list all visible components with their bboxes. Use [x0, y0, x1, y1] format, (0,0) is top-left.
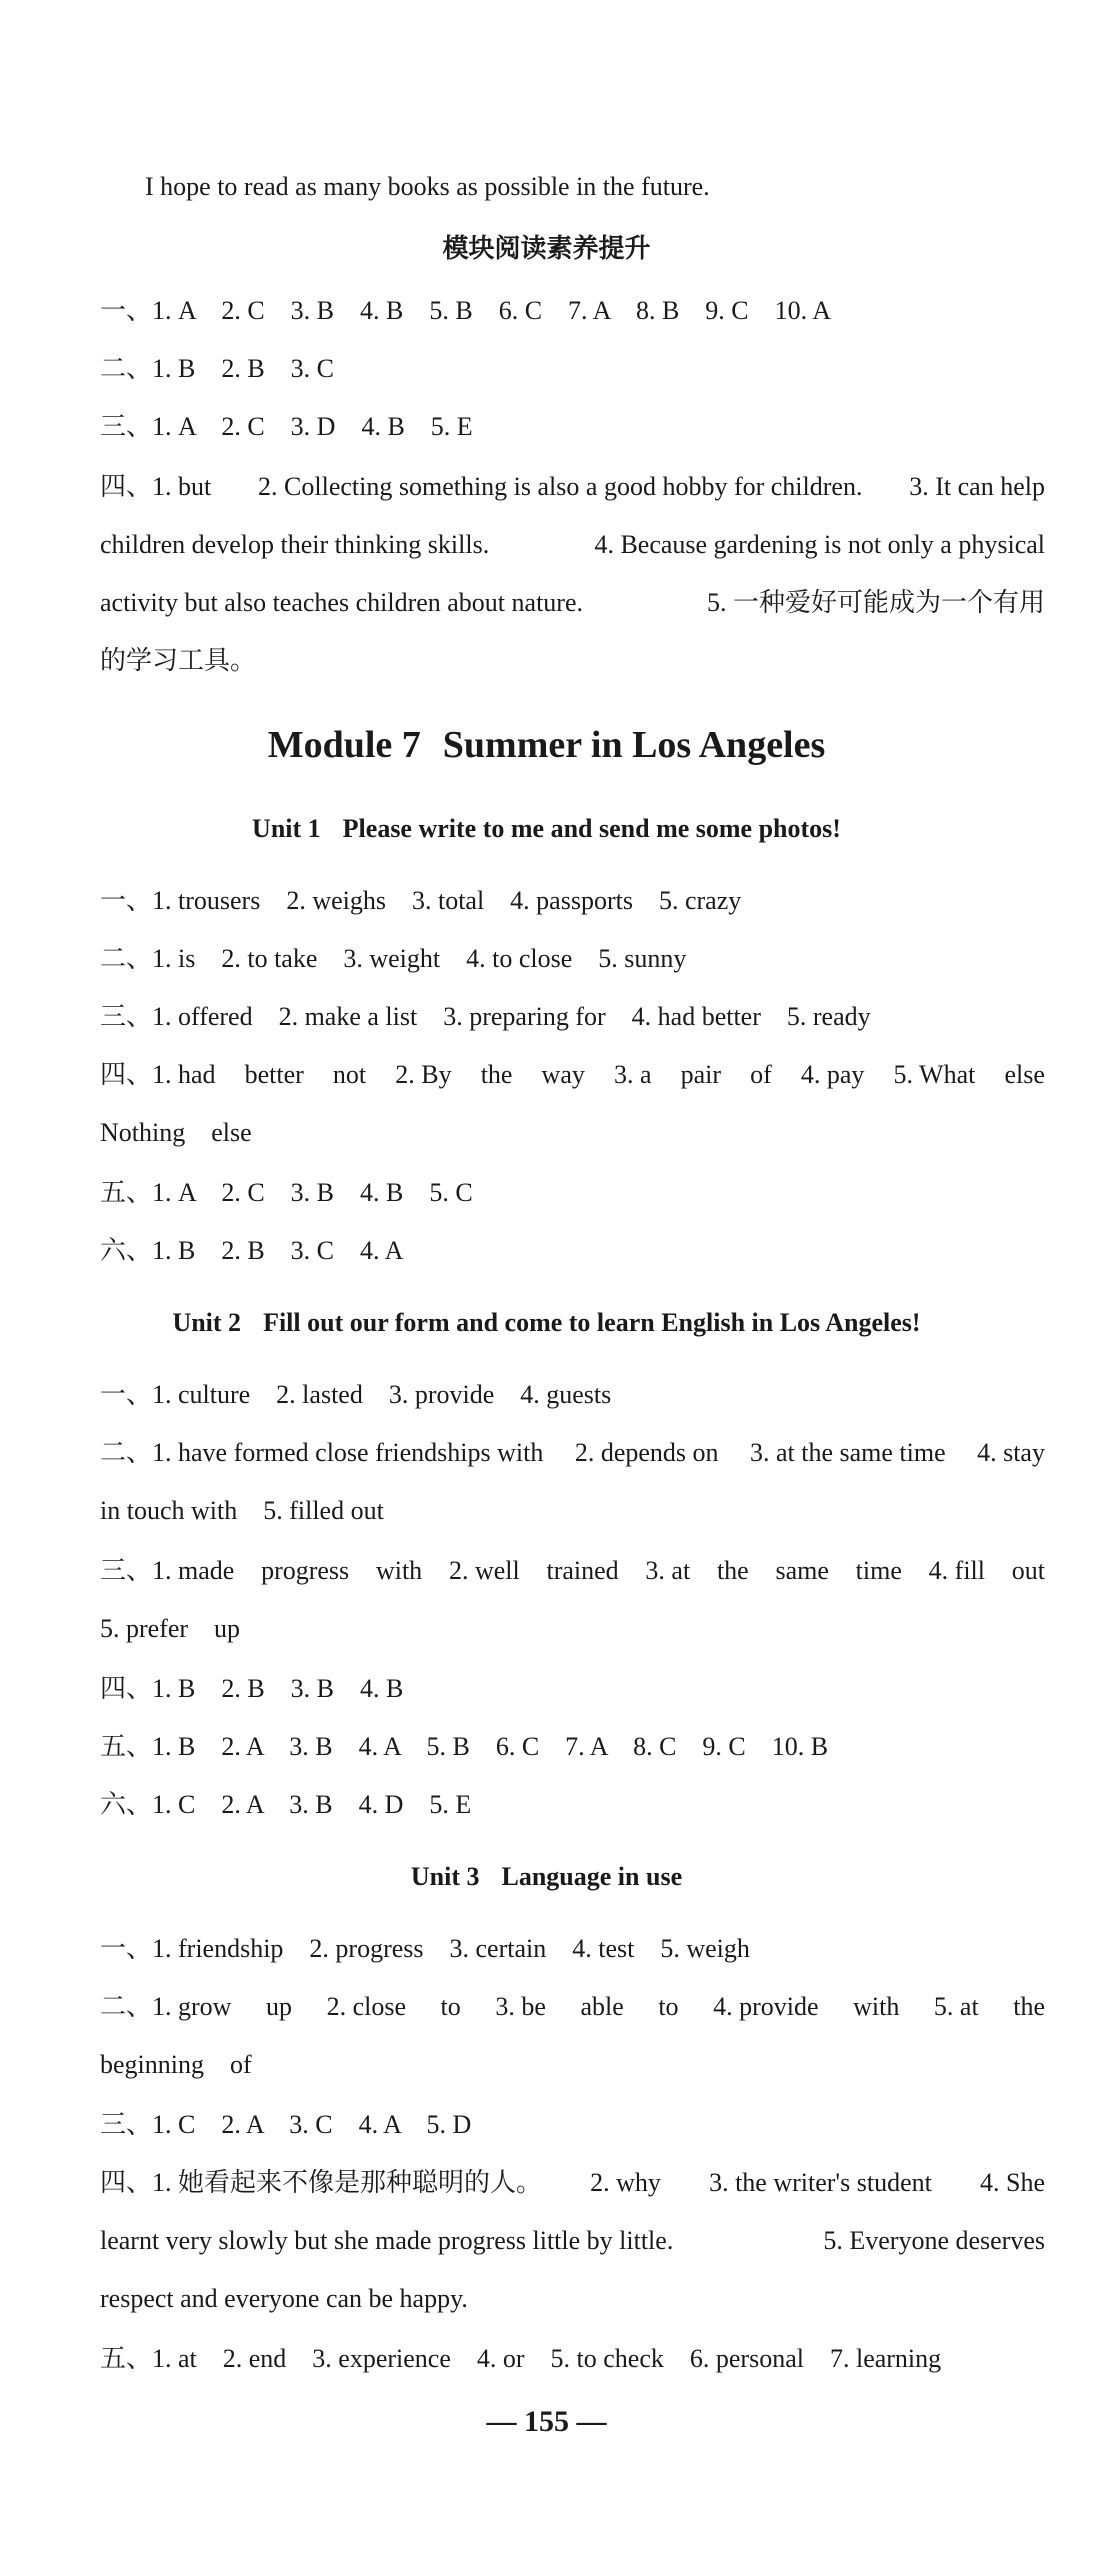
intro-line: I hope to read as many books as possible in the future.	[145, 172, 710, 201]
unit3-answer-3: 三、1. C 2. A 3. C 4. A 5. D	[100, 2110, 472, 2139]
unit1-title: Unit 1 Please write to me and send me some photos!	[252, 814, 841, 843]
unit2-answer-1: 一、1. culture 2. lasted 3. provide 4. guests	[100, 1380, 612, 1409]
unit3-answer-4-line1: 四、1. 她看起来不像是那种聪明的人。 2. why 3. the writer's student 4. She	[100, 2168, 1045, 2197]
page-number: — 155 —	[486, 2405, 607, 2438]
unit2-answer-5: 五、1. B 2. A 3. B 4. A 5. B 6. C 7. A 8. C 9. C 10. B	[100, 1732, 829, 1761]
unit1-answer-4-line2: Nothing else	[100, 1118, 252, 1147]
unit1-answer-6: 六、1. B 2. B 3. C 4. A	[100, 1236, 404, 1265]
unit2-answer-6: 六、1. C 2. A 3. B 4. D 5. E	[100, 1790, 472, 1819]
reading-answer-3: 三、1. A 2. C 3. D 4. B 5. E	[100, 412, 473, 441]
unit2-answer-2-line2: in touch with 5. filled out	[100, 1496, 384, 1525]
unit3-answer-1: 一、1. friendship 2. progress 3. certain 4. test 5. weigh	[100, 1934, 750, 1963]
unit3-answer-2-line2: beginning of	[100, 2050, 252, 2079]
unit3-answer-4-line3: respect and everyone can be happy.	[100, 2284, 468, 2313]
unit1-answer-5: 五、1. A 2. C 3. B 4. B 5. C	[100, 1178, 473, 1207]
unit2-answer-3-line2: 5. prefer up	[100, 1614, 241, 1643]
unit1-answer-3: 三、1. offered 2. make a list 3. preparing for 4. had better 5. ready	[100, 1002, 871, 1031]
section-title-reading: 模块阅读素养提升	[442, 234, 651, 264]
unit2-answer-4: 四、1. B 2. B 3. B 4. B	[100, 1674, 404, 1703]
reading-answer-4-line1: 四、1. but 2. Collecting something is also a good hobby for children. 3. It can help	[100, 472, 1045, 501]
reading-answer-4-line2: children develop their thinking skills. 4. Because gardening is not only a physical	[100, 530, 1045, 559]
module-title: Module 7 Summer in Los Angeles	[267, 724, 826, 766]
reading-answer-4-line4: 的学习工具。	[100, 646, 257, 675]
unit3-answer-4-line2: learnt very slowly but she made progress little by little. 5. Everyone deserves	[100, 2226, 1045, 2255]
unit3-answer-2-line1: 二、1. grow up 2. close to 3. be able to 4. provide with 5. at the	[100, 1992, 1045, 2021]
reading-answer-4-line3: activity but also teaches children about nature. 5. 一种爱好可能成为一个有用	[100, 588, 1045, 617]
reading-answer-2: 二、1. B 2. B 3. C	[100, 354, 335, 383]
unit1-answer-1: 一、1. trousers 2. weighs 3. total 4. passports 5. crazy	[100, 886, 742, 915]
unit3-answer-5: 五、1. at 2. end 3. experience 4. or 5. to check 6. personal 7. learning	[100, 2344, 942, 2373]
reading-answer-1: 一、1. A 2. C 3. B 4. B 5. B 6. C 7. A 8. B 9. C 10. A	[100, 296, 831, 325]
unit3-title: Unit 3 Language in use	[410, 1862, 683, 1891]
unit1-answer-4-line1: 四、1. had better not 2. By the way 3. a pair of 4. pay 5. What else	[100, 1060, 1045, 1089]
unit2-title: Unit 2 Fill out our form and come to learn English in Los Angeles!	[172, 1308, 921, 1337]
unit2-answer-3-line1: 三、1. made progress with 2. well trained 3. at the same time 4. fill out	[100, 1556, 1045, 1585]
unit1-answer-2: 二、1. is 2. to take 3. weight 4. to close 5. sunny	[100, 944, 687, 973]
unit2-answer-2-line1: 二、1. have formed close friendships with 2. depends on 3. at the same time 4. stay	[100, 1438, 1045, 1467]
